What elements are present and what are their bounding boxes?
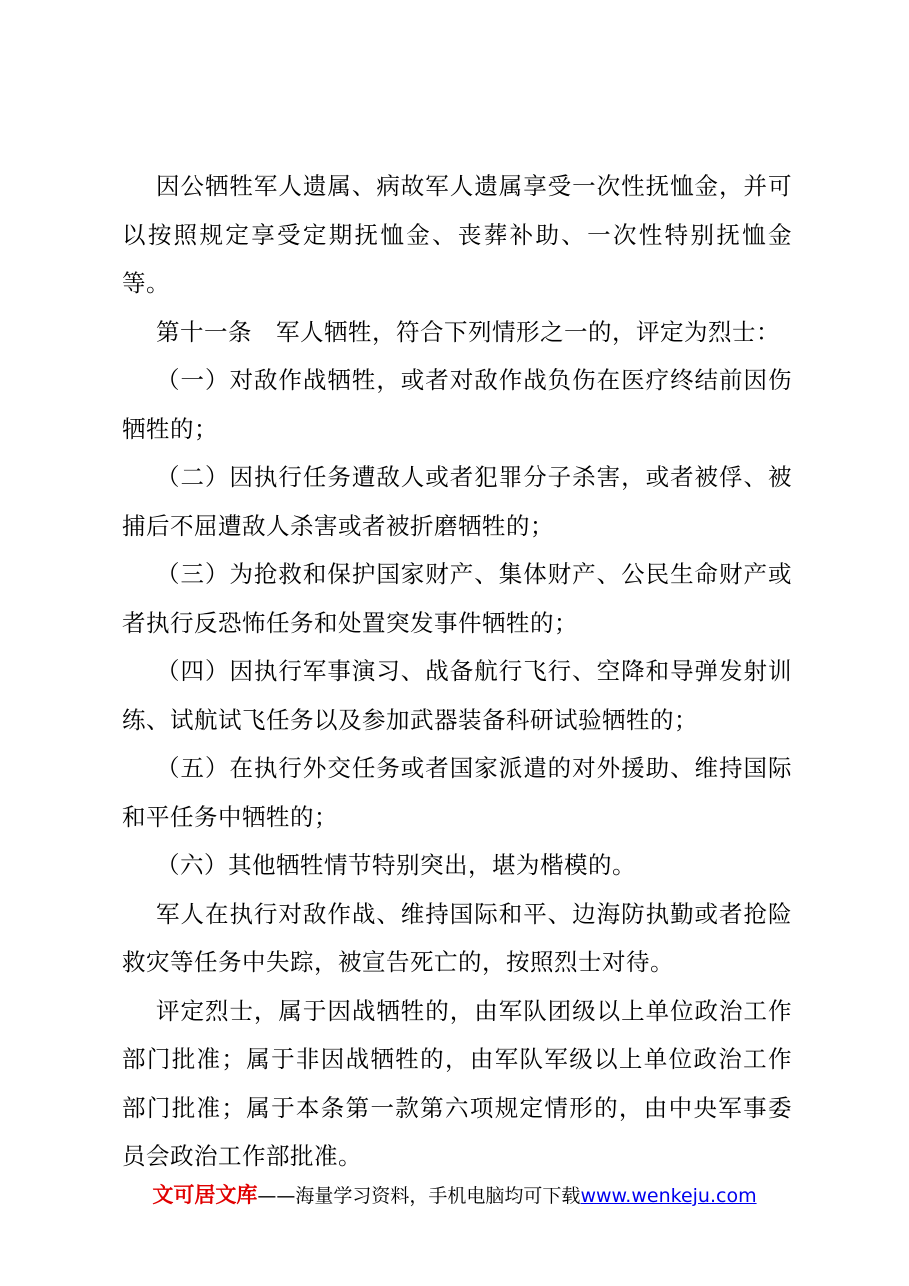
paragraph-item-4: （四）因执行军事演习、战备航行飞行、空降和导弹发射训练、试航试飞任务以及参加武器装备科研试验牺牲的； <box>122 657 792 734</box>
paragraph-item-3: （三）为抢救和保护国家财产、集体财产、公民生命财产或者执行反恐怖任务和处置突发事件牺牲的； <box>122 560 792 637</box>
footer-website-link[interactable]: www.wenkeju.com <box>580 1185 757 1207</box>
paragraph-item-5: （五）在执行外交任务或者国家派遣的对外援助、维持国际和平任务中牺牲的； <box>122 754 792 831</box>
paragraph-survivor-pension: 因公牺牲军人遗属、病故军人遗属享受一次性抚恤金，并可以按照规定享受定期抚恤金、丧葬补助、一次性特别抚恤金等。 <box>122 172 792 297</box>
footer-dash: —— <box>257 1185 296 1207</box>
paragraph-item-6: （六）其他牺牲情节特别突出，堪为楷模的。 <box>156 851 636 879</box>
paragraph-missing-soldiers: 军人在执行对敌作战、维持国际和平、边海防执勤或者抢险救灾等任务中失踪，被宣告死亡的，按照烈士对待。 <box>122 899 792 976</box>
document-body <box>122 162 792 1181</box>
paragraph-article-11: 第十一条 军人牺牲，符合下列情形之一的，评定为烈士： <box>156 317 780 346</box>
paragraph-approval-authority: 评定烈士，属于因战牺牲的，由军队团级以上单位政治工作部门批准；属于非因战牺牲的，由军队军级以上单位政治工作部门批准；属于本条第一款第六项规定情形的，由中央军事委员会政治工作部批准。 <box>122 996 792 1170</box>
paragraph-item-1: （一）对敌作战牺牲，或者对敌作战负伤在医疗终结前因伤牺牲的； <box>122 366 792 443</box>
paragraph-item-2: （二）因执行任务遭敌人或者犯罪分子杀害，或者被俘、被捕后不屈遭敌人杀害或者被折磨牺牲的； <box>122 463 792 540</box>
footer-tagline: 海量学习资料，手机电脑均可下载 <box>295 1185 581 1207</box>
footer-brand: 文可居文库 <box>152 1183 258 1207</box>
footer-banner <box>0 1180 909 1211</box>
